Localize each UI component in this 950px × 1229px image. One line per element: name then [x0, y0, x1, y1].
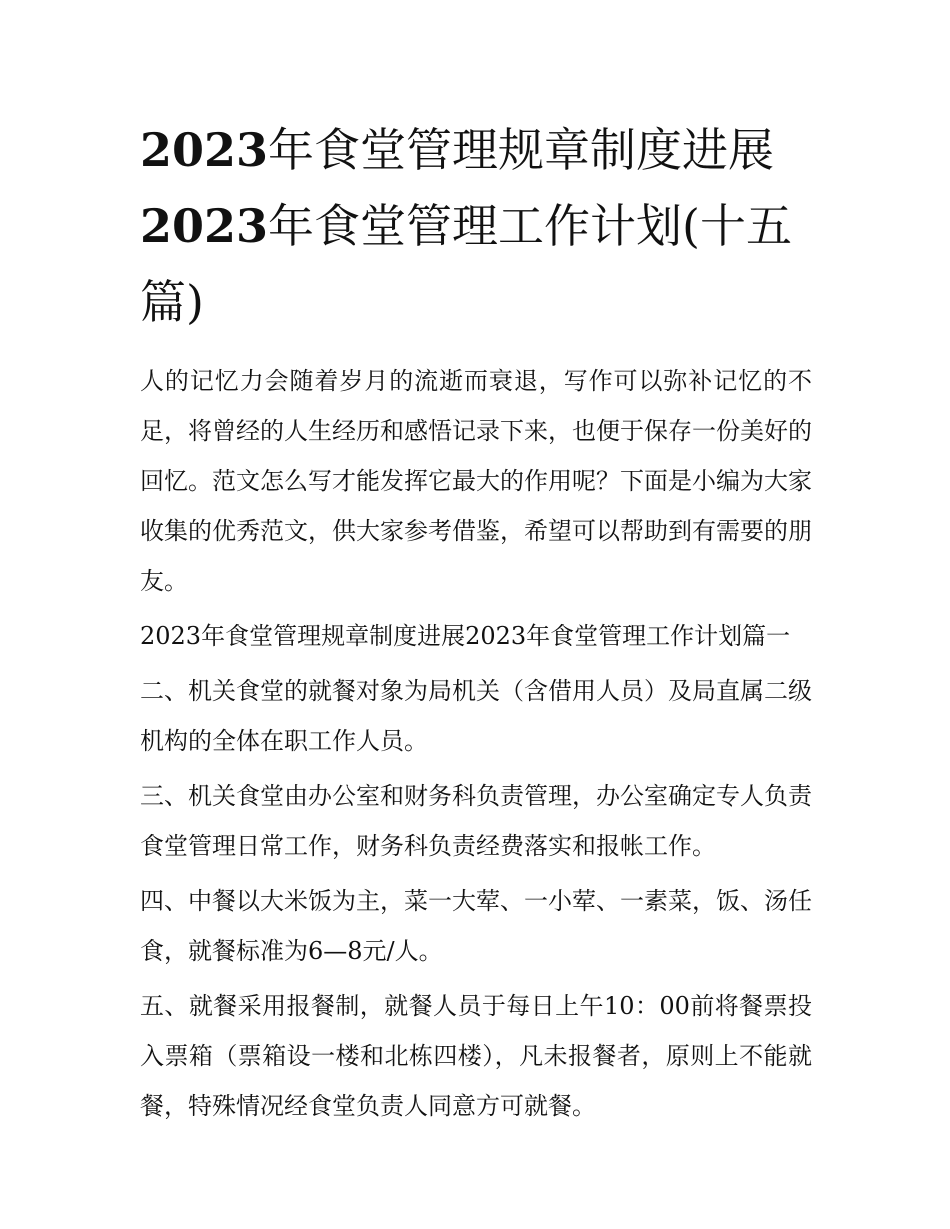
paragraph-item-2: 二、机关食堂的就餐对象为局机关（含借用人员）及局直属二级机构的全体在职工作人员。 — [140, 677, 812, 755]
title-text-2: 年食堂管理工作计划(十五篇) — [140, 199, 792, 329]
document-page — [140, 112, 812, 1136]
document-body — [140, 356, 812, 1131]
paragraph-item-3: 三、机关食堂由办公室和财务科负责管理，办公室确定专人负责食堂管理日常工作，财务科负责经费落实和报帐工作。 — [140, 782, 812, 860]
paragraph-item-4: 四、中餐以大米饭为主，菜一大荤、一小荤、一素菜，饭、汤任食，就餐标准为6—8元/人。 — [140, 887, 812, 965]
intro-paragraph: 人的记忆力会随着岁月的流逝而衰退，写作可以弥补记忆的不足，将曾经的人生经历和感悟记录下来，也便于保存一份美好的回忆。范文怎么写才能发挥它最大的作用呢？下面是小编为大家收集的优秀范文，供大家参考借鉴，希望可以帮助到有需要的朋友。 — [140, 367, 812, 595]
title-text-1: 年食堂管理规章制度进展 — [268, 123, 775, 177]
paragraph-item-5: 五、就餐采用报餐制，就餐人员于每日上午10：00前将餐票投入票箱（票箱设一楼和北栋四楼），凡未报餐者，原则上不能就餐，特殊情况经食堂负责人同意方可就餐。 — [140, 992, 812, 1120]
document-title — [140, 112, 812, 340]
section-heading: 2023年食堂管理规章制度进展2023年食堂管理工作计划篇一 — [140, 622, 791, 650]
title-year-1: 2023 — [140, 123, 269, 177]
title-year-2: 2023 — [140, 199, 269, 253]
